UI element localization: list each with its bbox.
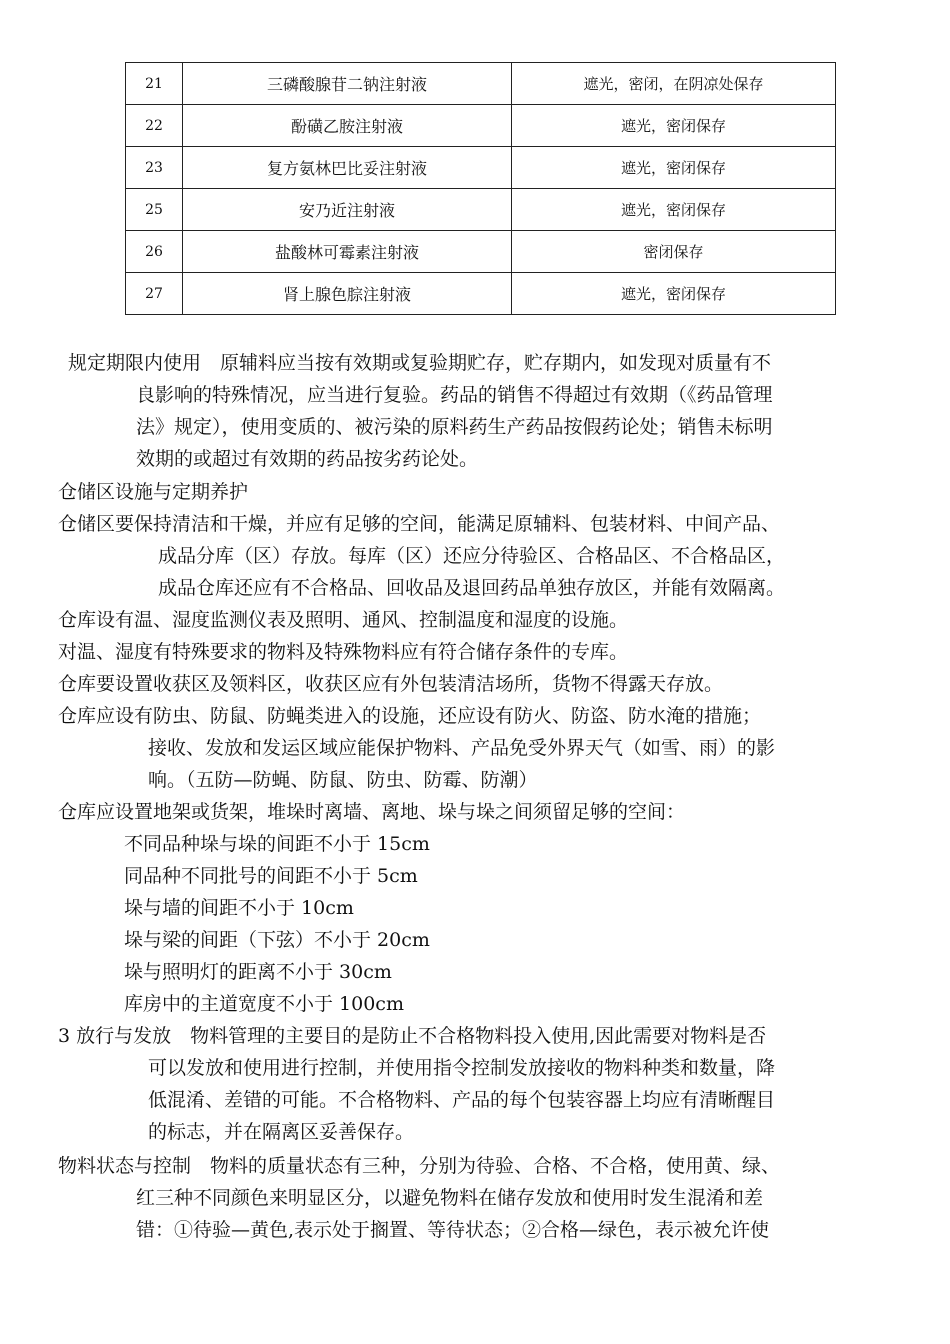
spacing-rule: 垛与梁的间距（下弦）不小于 20cm [124, 929, 430, 951]
paragraph-line: 仓库应设置地架或货架，堆垛时离墙、离地、垛与垛之间须留足够的空间： [58, 801, 686, 823]
paragraph-line: 错：①待验—黄色,表示处于搁置、等待状态；②合格—绿色，表示被允许使 [136, 1219, 770, 1241]
drug-name: 三磷酸腺苷二钠注射液 [183, 63, 512, 105]
drug-name: 肾上腺色腙注射液 [183, 273, 512, 315]
spacing-rule: 垛与照明灯的距离不小于 30cm [124, 961, 392, 983]
storage-condition: 遮光，密闭保存 [512, 105, 836, 147]
row-number: 23 [126, 147, 183, 189]
storage-condition: 遮光，密闭保存 [512, 147, 836, 189]
table-row [126, 189, 836, 231]
row-number: 25 [126, 189, 183, 231]
paragraph-line: 可以发放和使用进行控制，并使用指令控制发放接收的物料种类和数量，降 [148, 1057, 776, 1079]
table-row [126, 231, 836, 273]
spacing-rule: 库房中的主道宽度不小于 100cm [124, 993, 404, 1015]
paragraph-line: 低混淆、差错的可能。不合格物料、产品的每个包装容器上均应有清晰醒目 [148, 1089, 776, 1111]
paragraph-line: 规定期限内使用 原辅料应当按有效期或复验期贮存，贮存期内，如发现对质量有不 [68, 352, 772, 374]
paragraph-line: 的标志，并在隔离区妥善保存。 [148, 1121, 415, 1143]
drug-storage-table [125, 62, 836, 315]
table-row [126, 273, 836, 315]
paragraph-line: 响。（五防—防蝇、防鼠、防虫、防霉、防潮） [148, 769, 538, 791]
spacing-rule: 垛与墙的间距不小于 10cm [124, 897, 354, 919]
paragraph-line: 仓储区要保持清洁和干燥，并应有足够的空间，能满足原辅料、包装材料、中间产品、 [58, 513, 781, 535]
row-number: 21 [126, 63, 183, 105]
table-row [126, 63, 836, 105]
paragraph-line: 成品仓库还应有不合格品、回收品及退回药品单独存放区，并能有效隔离。 [158, 577, 786, 599]
paragraph-line: 仓库应设有防虫、防鼠、防蝇类进入的设施，还应设有防火、防盗、防水淹的措施； [58, 705, 762, 727]
paragraph-line: 仓库要设置收获区及领料区，收获区应有外包装清洁场所，货物不得露天存放。 [58, 673, 724, 695]
spacing-rule: 不同品种垛与垛的间距不小于 15cm [124, 833, 430, 855]
drug-name: 盐酸林可霉素注射液 [183, 231, 512, 273]
section-heading: 仓储区设施与定期养护 [58, 481, 249, 503]
paragraph-line: 法》规定），使用变质的、被污染的原料药生产药品按假药论处；销售未标明 [136, 416, 773, 438]
paragraph-line: 物料状态与控制 物料的质量状态有三种，分别为待验、合格、不合格，使用黄、绿、 [58, 1155, 781, 1177]
paragraph-line: 效期的或超过有效期的药品按劣药论处。 [136, 448, 479, 470]
paragraph-line: 3 放行与发放 物料管理的主要目的是防止不合格物料投入使用,因此需要对物料是否 [58, 1025, 767, 1047]
storage-condition: 遮光，密闭保存 [512, 273, 836, 315]
paragraph-line: 良影响的特殊情况，应当进行复验。药品的销售不得超过有效期（《药品管理 [136, 384, 773, 406]
storage-condition: 密闭保存 [512, 231, 836, 273]
row-number: 26 [126, 231, 183, 273]
storage-condition: 遮光，密闭保存 [512, 189, 836, 231]
table-row [126, 105, 836, 147]
row-number: 22 [126, 105, 183, 147]
table-row [126, 147, 836, 189]
drug-name: 安乃近注射液 [183, 189, 512, 231]
storage-condition: 遮光，密闭，在阴凉处保存 [512, 63, 836, 105]
paragraph-line: 红三种不同颜色来明显区分，以避免物料在储存发放和使用时发生混淆和差 [136, 1187, 764, 1209]
drug-name: 复方氨林巴比妥注射液 [183, 147, 512, 189]
paragraph-line: 仓库设有温、湿度监测仪表及照明、通风、控制温度和湿度的设施。 [58, 609, 629, 631]
paragraph-line: 对温、湿度有特殊要求的物料及特殊物料应有符合储存条件的专库。 [58, 641, 629, 663]
paragraph-line: 成品分库（区）存放。每库（区）还应分待验区、合格品区、不合格品区， [158, 545, 786, 567]
spacing-rule: 同品种不同批号的间距不小于 5cm [124, 865, 418, 887]
drug-name: 酚磺乙胺注射液 [183, 105, 512, 147]
paragraph-line: 接收、发放和发运区域应能保护物料、产品免受外界天气（如雪、雨）的影 [148, 737, 776, 759]
row-number: 27 [126, 273, 183, 315]
